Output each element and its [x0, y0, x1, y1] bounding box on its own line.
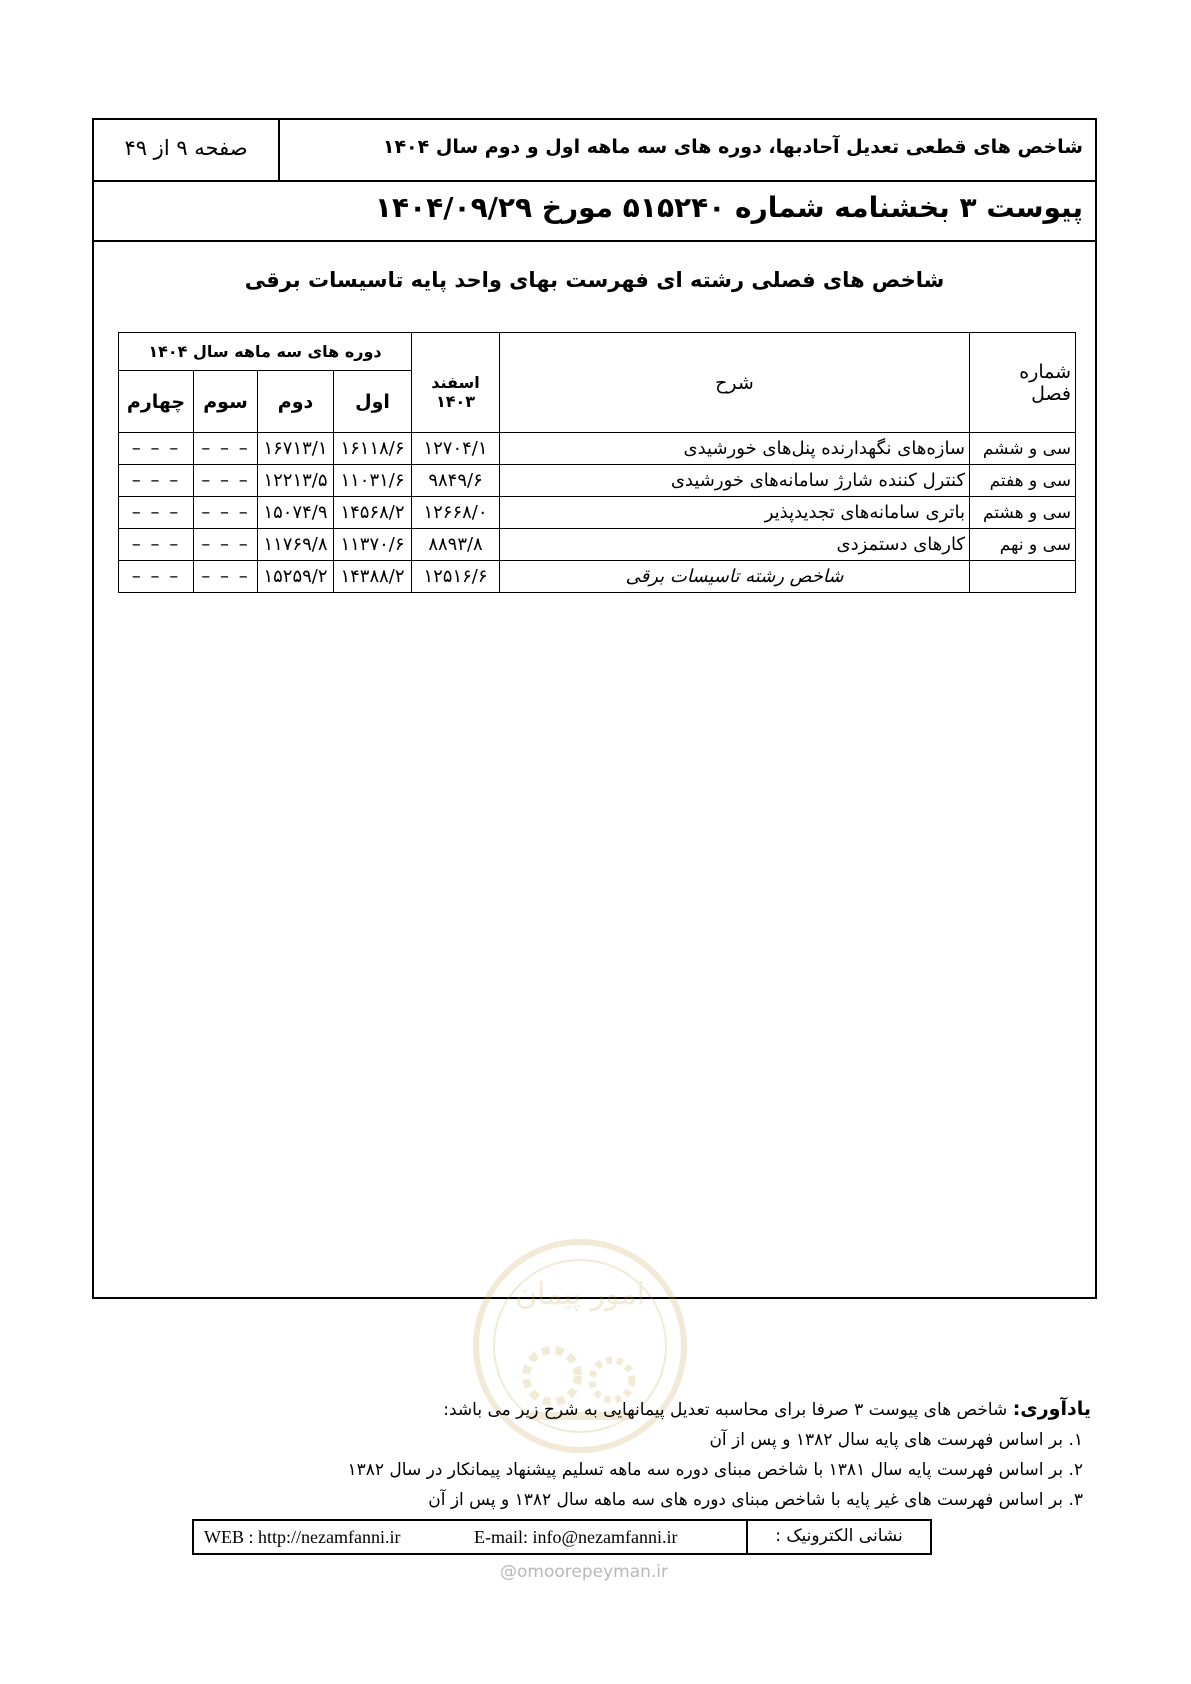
header-periods: دوره های سه ماهه سال ۱۴۰۴	[119, 333, 412, 371]
chapter-cell: سی و هشتم	[970, 497, 1076, 529]
footnote	[191, 1394, 1091, 1515]
esfand-cell: ۹۸۴۹/۶	[412, 465, 500, 497]
total-q1-cell: ۱۴۳۸۸/۲	[334, 561, 412, 593]
header-chapter: شماره فصل	[970, 333, 1076, 433]
index-table	[118, 332, 1076, 593]
header-q3: سوم	[194, 371, 258, 433]
total-q3-cell: – – –	[194, 561, 258, 593]
website-link[interactable]: WEB : http://nezamfanni.ir	[204, 1527, 401, 1547]
q4-cell: – – –	[119, 529, 194, 561]
header-description: شرح	[500, 333, 970, 433]
description-cell: کارهای دستمزدی	[500, 529, 970, 561]
table-row	[119, 465, 1076, 497]
q3-cell: – – –	[194, 497, 258, 529]
total-q4-cell: – – –	[119, 561, 194, 593]
total-esfand-cell: ۱۲۵۱۶/۶	[412, 561, 500, 593]
q3-cell: – – –	[194, 433, 258, 465]
q2-cell: ۱۶۷۱۳/۱	[258, 433, 334, 465]
circular-subtitle: پیوست ۳ بخشنامه شماره ۵۱۵۲۴۰ مورخ ۱۴۰۴/۰۹/۲۹	[374, 191, 1083, 224]
header-row	[94, 120, 1095, 182]
social-handle: @omoorepeyman.ir	[500, 1562, 669, 1582]
q3-cell: – – –	[194, 529, 258, 561]
table-title: شاخص های فصلی رشته ای فهرست بهای واحد پایه تاسیسات برقی	[244, 268, 945, 292]
footnote-intro: شاخص های پیوست ۳ صرفا برای محاسبه تعدیل پیمانهایی به شرح زیر می باشد:	[443, 1400, 1008, 1420]
q4-cell: – – –	[119, 433, 194, 465]
total-description-cell: شاخص رشته تاسیسات برقی	[500, 561, 970, 593]
total-chapter-cell	[970, 561, 1076, 593]
q3-cell: – – –	[194, 465, 258, 497]
header-divider	[278, 120, 280, 180]
header-q1: اول	[334, 371, 412, 433]
chapter-cell: سی و ششم	[970, 433, 1076, 465]
q2-cell: ۱۵۰۷۴/۹	[258, 497, 334, 529]
subtitle-row	[94, 182, 1095, 242]
contact-box	[192, 1519, 932, 1555]
q1-cell: ۱۱۳۷۰/۶	[334, 529, 412, 561]
table-row	[119, 529, 1076, 561]
description-cell: باتری سامانه‌های تجدیدپذیر	[500, 497, 970, 529]
footnote-lead: یادآوری:	[1012, 1398, 1091, 1420]
document-title: شاخص های قطعی تعدیل آحادبها، دوره های سه ماهه اول و دوم سال ۱۴۰۴	[382, 136, 1083, 158]
header-q4: چهارم	[119, 371, 194, 433]
page-number: صفحه ۹ از ۴۹	[124, 136, 248, 160]
esfand-cell: ۱۲۶۶۸/۰	[412, 497, 500, 529]
watermark-text: امور پیمان	[515, 1277, 645, 1312]
q2-cell: ۱۲۲۱۳/۵	[258, 465, 334, 497]
email-link[interactable]: E-mail: info@nezamfanni.ir	[474, 1527, 678, 1547]
total-q2-cell: ۱۵۲۵۹/۲	[258, 561, 334, 593]
q2-cell: ۱۱۷۶۹/۸	[258, 529, 334, 561]
description-cell: کنترل کننده شارژ سامانه‌های خورشیدی	[500, 465, 970, 497]
chapter-cell: سی و نهم	[970, 529, 1076, 561]
q4-cell: – – –	[119, 497, 194, 529]
esfand-cell: ۸۸۹۳/۸	[412, 529, 500, 561]
q4-cell: – – –	[119, 465, 194, 497]
q1-cell: ۱۶۱۱۸/۶	[334, 433, 412, 465]
description-cell: سازه‌های نگهدارنده پنل‌های خورشیدی	[500, 433, 970, 465]
q1-cell: ۱۱۰۳۱/۶	[334, 465, 412, 497]
contact-label: نشانی الکترونیک :	[775, 1526, 903, 1546]
esfand-cell: ۱۲۷۰۴/۱	[412, 433, 500, 465]
q1-cell: ۱۴۵۶۸/۲	[334, 497, 412, 529]
header-esfand: اسفند ۱۴۰۳	[412, 333, 500, 433]
chapter-cell: سی و هفتم	[970, 465, 1076, 497]
total-row	[119, 561, 1076, 593]
header-q2: دوم	[258, 371, 334, 433]
page-frame	[92, 118, 1097, 1299]
table-row	[119, 433, 1076, 465]
footnote-item: ۱. بر اساس فهرست های پایه سال ۱۳۸۲ و پس از آن	[709, 1430, 1083, 1450]
table-row	[119, 497, 1076, 529]
footnote-item: ۳. بر اساس فهرست های غیر پایه با شاخص مبنای دوره های سه ماهه سال ۱۳۸۲ و پس از آن	[428, 1490, 1083, 1510]
footnote-item: ۲. بر اساس فهرست پایه سال ۱۳۸۱ با شاخص مبنای دوره سه ماهه تسلیم پیشنهاد پیمانکار در سال ۱۳۸۲	[347, 1460, 1083, 1480]
